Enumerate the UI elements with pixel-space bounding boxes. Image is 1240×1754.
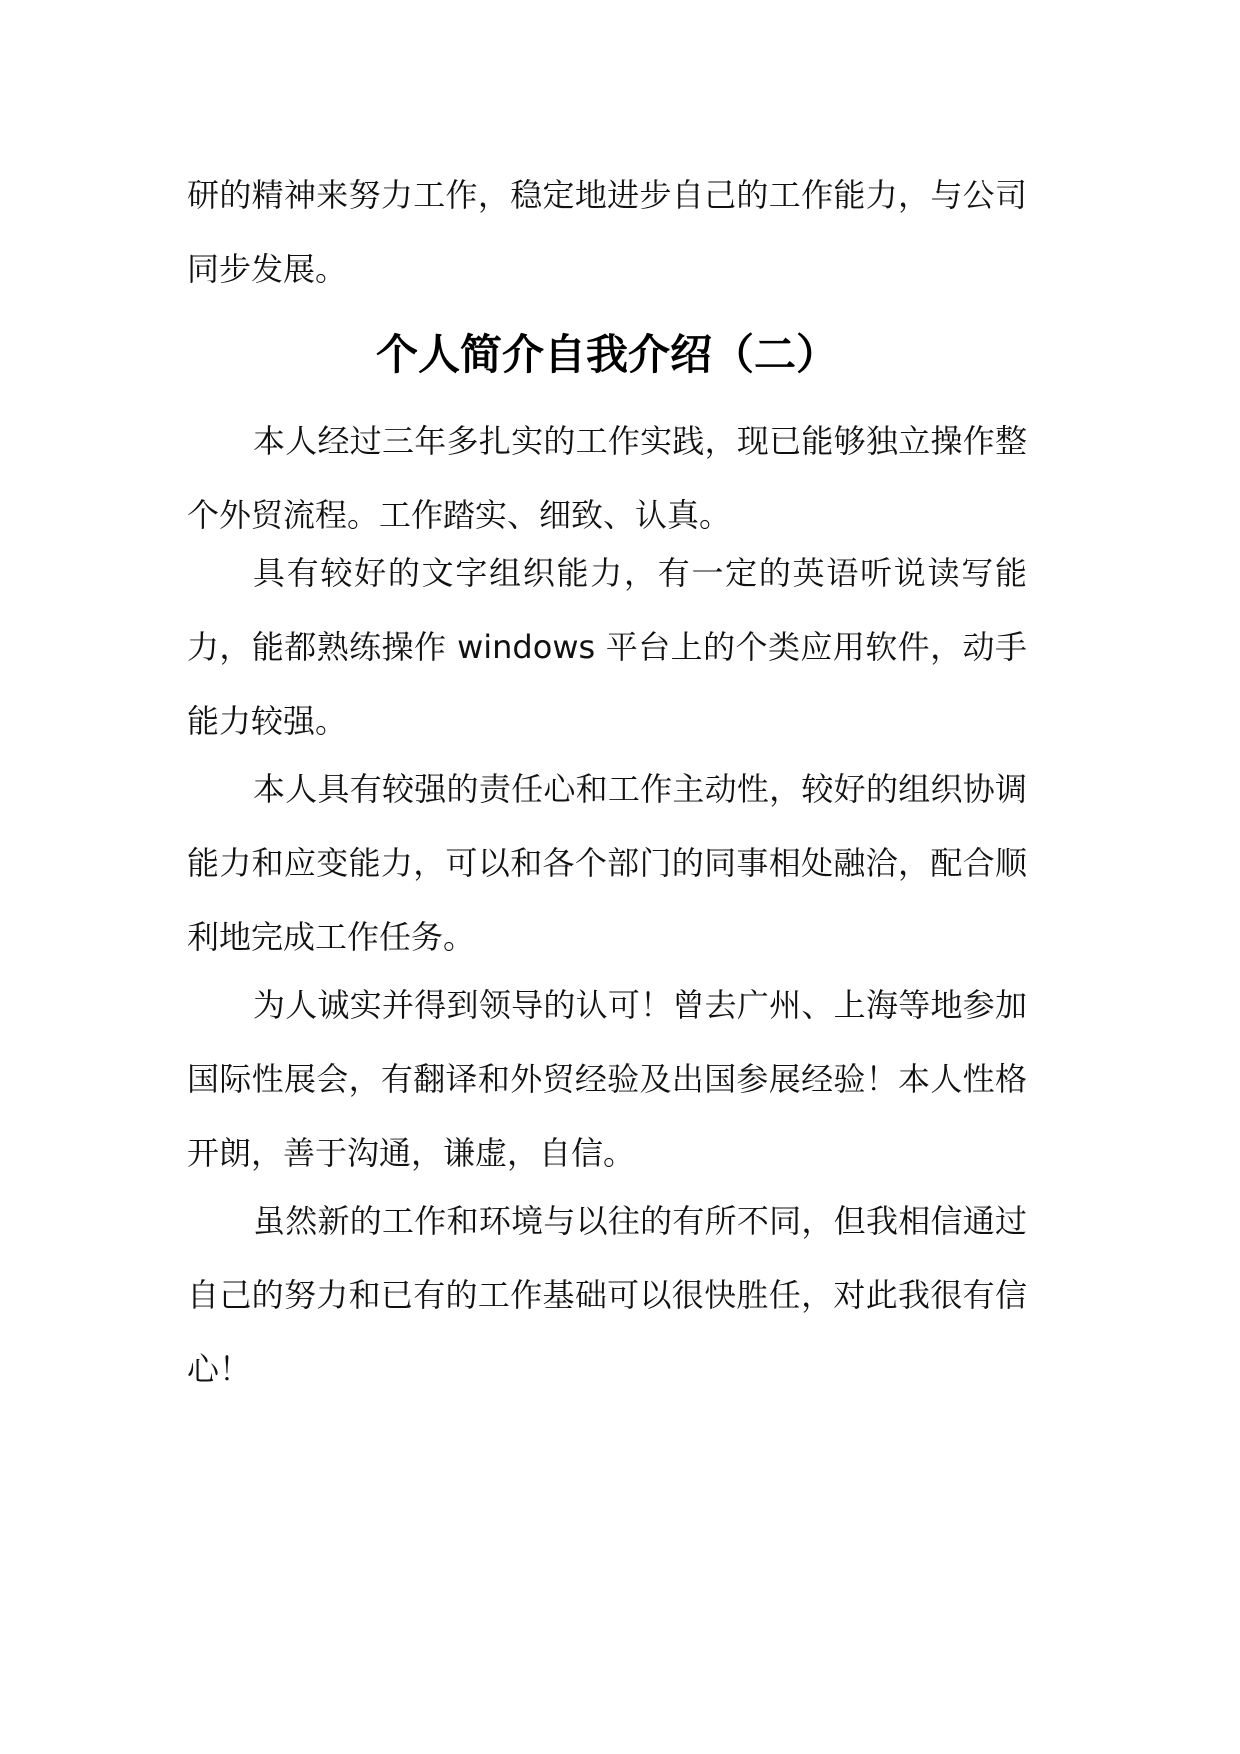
paragraph-3-block	[187, 752, 1027, 974]
paragraph-1-block	[187, 404, 1027, 552]
paragraph-4: 为人诚实并得到领导的认可！曾去广州、上海等地参加国际性展会，有翻译和外贸经验及出国参展经验！本人性格开朗，善于沟通，谦虚，自信。	[187, 986, 1027, 1172]
paragraph-4-block	[187, 968, 1027, 1190]
section-heading: 个人简介自我介绍（二）	[375, 330, 838, 379]
paragraph-1: 本人经过三年多扎实的工作实践，现已能够独立操作整个外贸流程。工作踏实、细致、认真。	[187, 422, 1027, 534]
continuation-block	[187, 158, 1027, 306]
continuation-paragraph: 研的精神来努力工作，稳定地进步自己的工作能力，与公司同步发展。	[187, 176, 1027, 288]
paragraph-5-block	[187, 1184, 1027, 1406]
paragraph-5: 虽然新的工作和环境与以往的有所不同，但我相信通过自己的努力和已有的工作基础可以很快胜任，对此我很有信心！	[187, 1202, 1027, 1388]
paragraph-2: 具有较好的文字组织能力，有一定的英语听说读写能力，能都熟练操作 windows 平台上的个类应用软件，动手能力较强。	[187, 554, 1027, 740]
paragraph-2-block	[187, 536, 1027, 758]
paragraph-3: 本人具有较强的责任心和工作主动性，较好的组织协调能力和应变能力，可以和各个部门的同事相处融洽，配合顺利地完成工作任务。	[187, 770, 1027, 956]
